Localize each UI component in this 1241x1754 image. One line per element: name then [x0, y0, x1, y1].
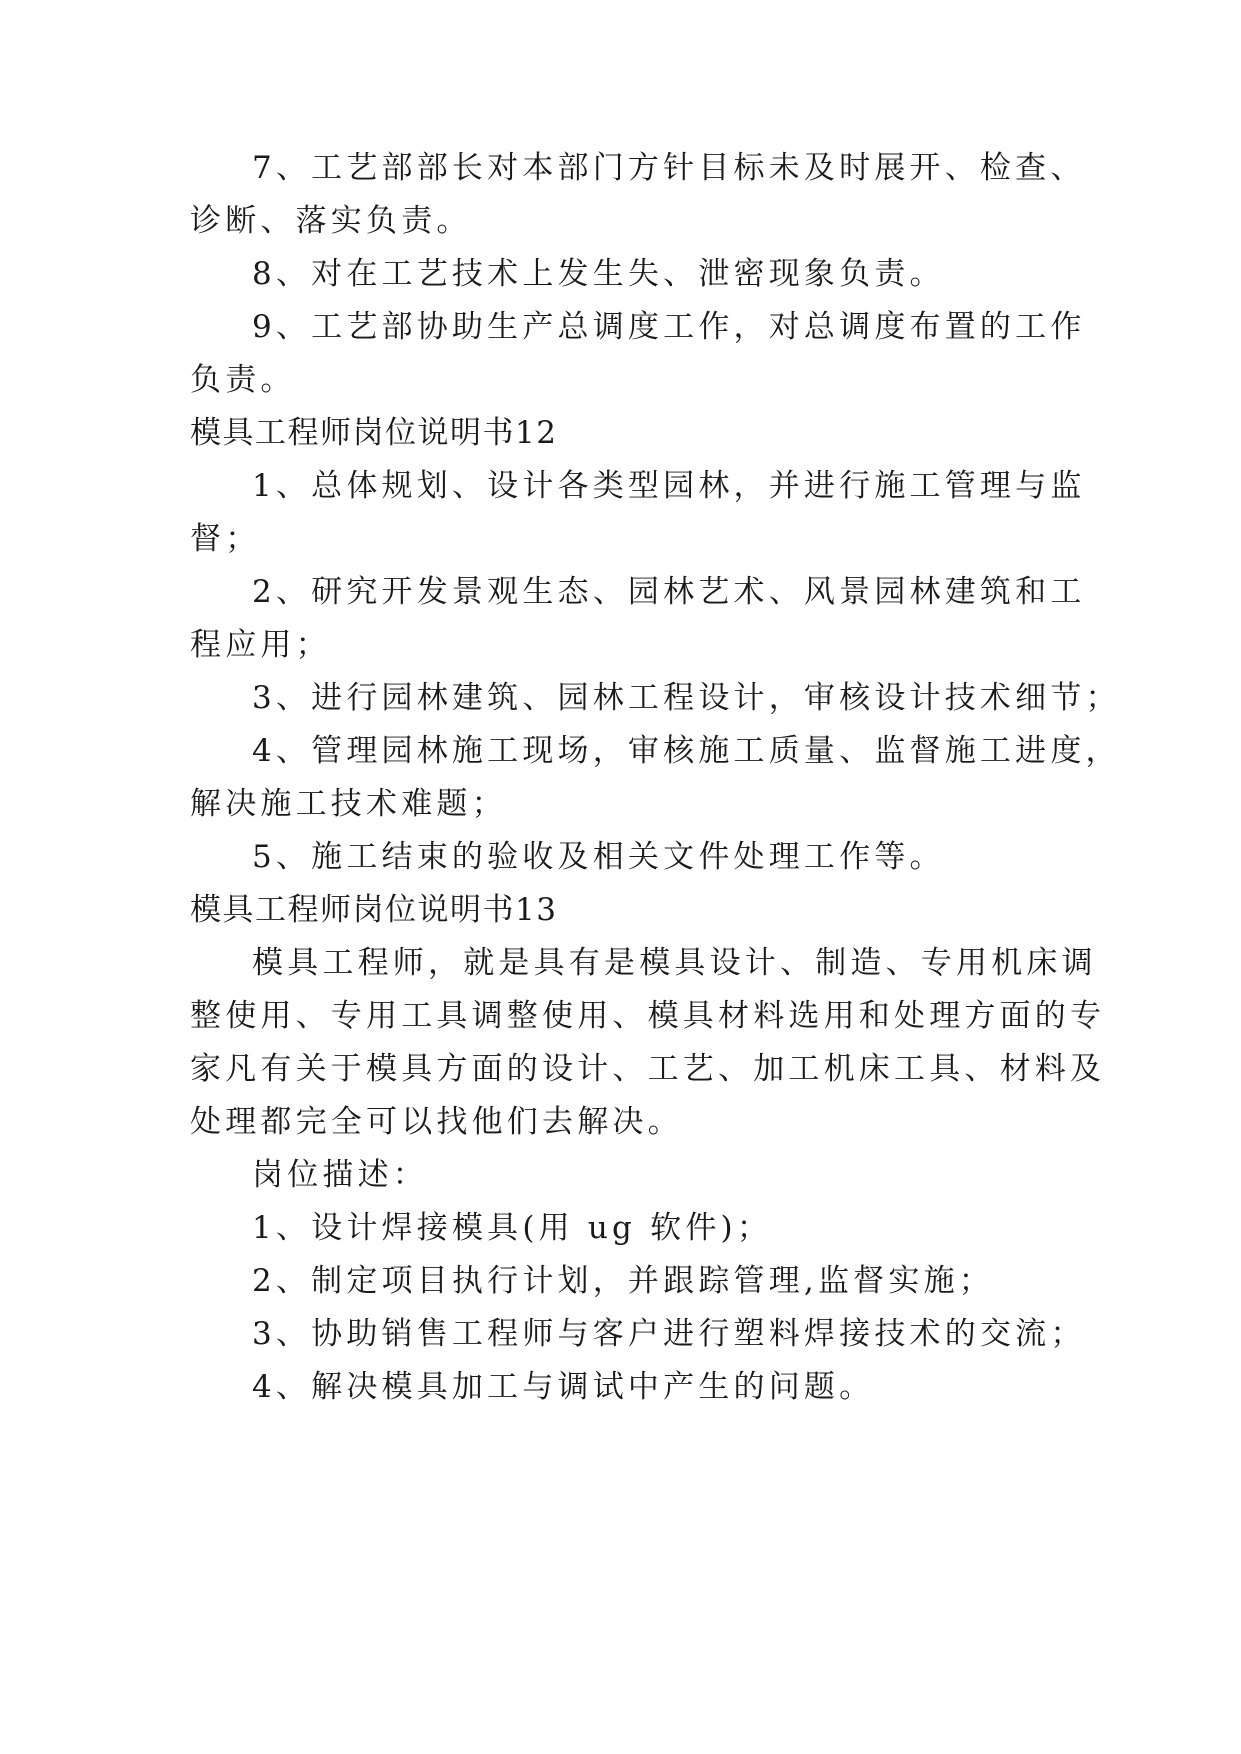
- paragraph-line: 岗位描述：: [252, 1157, 428, 1193]
- paragraph-line: 4、管理园林施工现场，审核施工质量、监督施工进度，: [252, 733, 1121, 769]
- paragraph-line: 3、协助销售工程师与客户进行塑料焊接技术的交流；: [252, 1316, 1086, 1352]
- paragraph-line: 2、研究开发景观生态、园林艺术、风景园林建筑和工: [252, 574, 1086, 610]
- paragraph-line: 7、工艺部部长对本部门方针目标未及时展开、检查、: [252, 150, 1086, 186]
- paragraph-line: 处理都完全可以找他们去解决。: [190, 1104, 683, 1140]
- paragraph-line: 诊断、落实负责。: [190, 203, 472, 239]
- paragraph-line: 模具工程师，就是具有是模具设计、制造、专用机床调: [252, 945, 1097, 981]
- paragraph-line: 2、制定项目执行计划，并跟踪管理,监督实施；: [252, 1263, 994, 1299]
- paragraph-line: 负责。: [190, 362, 296, 398]
- paragraph-line: 程应用；: [190, 627, 331, 663]
- paragraph-line: 8、对在工艺技术上发生失、泄密现象负责。: [252, 256, 945, 292]
- paragraph-line: 家凡有关于模具方面的设计、工艺、加工机床工具、材料及: [190, 1051, 1106, 1087]
- paragraph-line: 1、总体规划、设计各类型园林，并进行施工管理与监: [252, 468, 1086, 504]
- section-heading: 模具工程师岗位说明书12: [190, 415, 558, 451]
- paragraph-line: 5、施工结束的验收及相关文件处理工作等。: [252, 839, 945, 875]
- paragraph-line: 4、解决模具加工与调试中产生的问题。: [252, 1369, 875, 1405]
- paragraph-line: 9、工艺部协助生产总调度工作，对总调度布置的工作: [252, 309, 1086, 345]
- paragraph-line: 1、设计焊接模具(用 ug 软件)；: [252, 1210, 773, 1246]
- paragraph-line: 整使用、专用工具调整使用、模具材料选用和处理方面的专: [190, 998, 1106, 1034]
- paragraph-line: 3、进行园林建筑、园林工程设计，审核设计技术细节；: [252, 680, 1121, 716]
- section-heading: 模具工程师岗位说明书13: [190, 892, 558, 928]
- paragraph-line: 督；: [190, 521, 261, 557]
- paragraph-line: 解决施工技术难题；: [190, 786, 507, 822]
